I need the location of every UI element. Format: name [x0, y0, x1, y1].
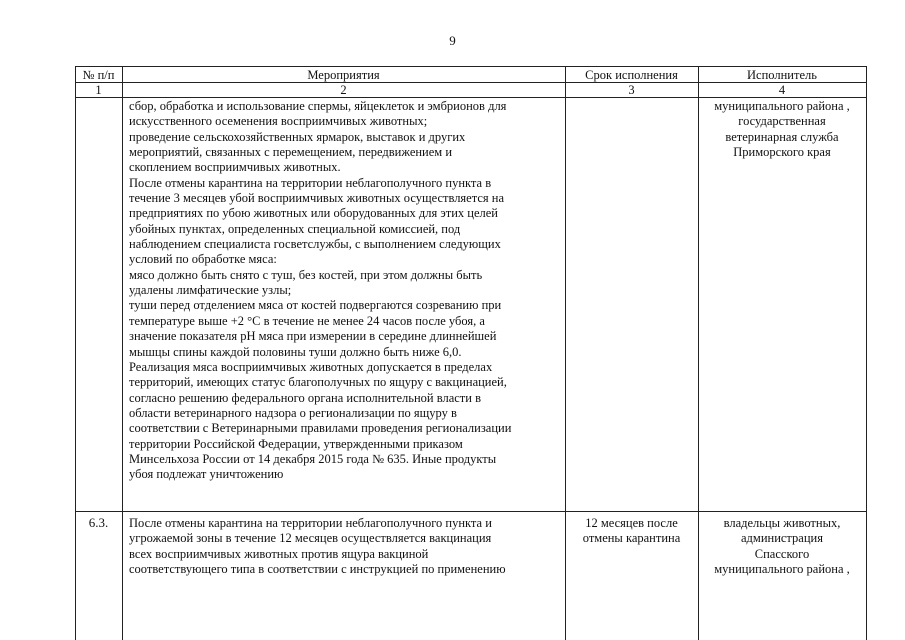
activity-line: условий по обработке мяса: [129, 252, 277, 267]
executor-line: администрация [741, 531, 823, 546]
table-border-left [75, 66, 76, 640]
activity-line: убоя подлежат уничтожению [129, 467, 284, 482]
header-col-number: № п/п [82, 68, 115, 82]
activity-line: территории Российской Федерации, утвержденными приказом [129, 436, 463, 451]
header-col-activity: Мероприятия [307, 68, 380, 82]
activity-line: искусственного осеменения восприимчивых животных; [129, 114, 428, 129]
activity-line: Реализация мяса восприимчивых животных допускается в пределах [129, 359, 493, 374]
activity-line: согласно решению федерального органа исполнительной власти в [129, 390, 481, 405]
activity-line: Минсельхоза России от 14 декабря 2015 года № 635. Иные продукты [129, 451, 497, 466]
executor-line: государственная [738, 114, 826, 129]
activity-line: убойных пунктах, определенных специальной комиссией, под [129, 221, 461, 236]
table-border-col2 [122, 66, 123, 640]
table-border-col3 [565, 66, 566, 640]
activity-line: области ветеринарного надзора о регионализации по ящуру в [129, 405, 457, 420]
executor-line: муниципального района , [714, 562, 850, 577]
row-divider [75, 511, 867, 512]
activity-line: наблюдением специалиста госветслужбы, с выполнением следующих [129, 237, 501, 252]
column-number-3: 3 [628, 83, 635, 97]
column-number-2: 2 [340, 83, 347, 97]
header-col-executor: Исполнитель [747, 68, 817, 82]
colnum-divider [75, 97, 867, 98]
activity-line: угрожаемой зоны в течение 12 месяцев осуществляется вакцинация [129, 531, 492, 546]
activity-line: всех восприимчивых животных против ящура вакциной [129, 546, 429, 561]
term-text [565, 516, 698, 547]
activity-line: мясо должно быть снято с туш, без костей, при этом должны быть [129, 267, 483, 282]
executor-line: Приморского края [733, 145, 831, 160]
executor-text [698, 99, 866, 160]
activity-line: сбор, обработка и использование спермы, яйцеклеток и эмбрионов для [129, 99, 507, 113]
term-line: 12 месяцев после [585, 516, 678, 530]
executor-line: муниципального района , [714, 99, 850, 113]
activity-line: предприятиях по убою животных или оборудованных для этих целей [129, 206, 498, 221]
executor-text [698, 516, 866, 577]
activity-line: значение показателя рН мяса при измерении в середине длиннейшей [129, 329, 497, 344]
activity-line: соответствии с Ветеринарными правилами проведения регионализации [129, 421, 512, 436]
activity-line: После отмены карантина на территории неблагополучного пункта и [129, 516, 492, 530]
activity-line: туши перед отделением мяса от костей подвергаются созреванию при [129, 298, 502, 313]
executor-line: ветеринарная служба [725, 129, 839, 144]
activity-line: мероприятий, связанных с перемещением, передвижением и [129, 145, 453, 160]
activity-text [129, 99, 511, 483]
table-border-top [75, 66, 867, 67]
activity-line: температуре выше +2 °С в течение не менее 24 часов после убоя, а [129, 313, 485, 328]
header-col-term: Срок исполнения [585, 68, 678, 82]
activity-line: течение 3 месяцев убой восприимчивых животных осуществляется на [129, 191, 504, 206]
activity-line: скоплением восприимчивых животных. [129, 160, 341, 175]
activity-line: После отмены карантина на территории неблагополучного пункта в [129, 175, 492, 190]
executor-line: владельцы животных, [723, 516, 841, 530]
column-number-1: 1 [95, 83, 102, 97]
activity-line: проведение сельскохозяйственных ярмарок, выставок и других [129, 129, 466, 144]
column-number-4: 4 [778, 83, 786, 97]
executor-line: Спасского [754, 546, 810, 561]
activity-line: соответствующего типа в соответствии с инструкцией по применению [129, 562, 506, 577]
activity-line: мышцы спины каждой половины туши должно быть ниже 6,0. [129, 344, 462, 359]
activity-text [129, 516, 506, 577]
term-line: отмены карантина [582, 531, 681, 546]
activity-line: территорий, имеющих статус благополучных по ящуру с вакцинацией, [129, 375, 507, 390]
activity-line: удалены лимфатические узлы; [129, 283, 292, 298]
table-border-right [866, 66, 867, 640]
page-number: 9 [449, 33, 456, 48]
row-number: 6.3. [88, 515, 109, 530]
